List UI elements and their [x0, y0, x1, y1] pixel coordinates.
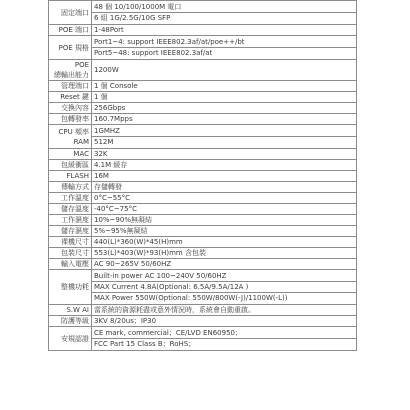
spec-label: [49, 149, 92, 160]
spec-value: [92, 103, 357, 114]
spec-value: [92, 226, 357, 237]
spec-label-line: POE 端口: [58, 26, 89, 34]
spec-value-line: 1GMHZ: [94, 127, 120, 135]
spec-value: [92, 259, 357, 270]
spec-label-line: 工作溫度: [61, 194, 89, 202]
spec-label-line: MAC: [73, 150, 89, 158]
spec-row: [49, 149, 357, 160]
spec-table-body: [49, 1, 357, 351]
spec-row: [49, 327, 357, 351]
spec-row: [49, 114, 357, 125]
spec-label-line: 總輸出能力: [54, 71, 89, 79]
spec-label-line: 安規認證: [61, 334, 89, 343]
spec-value: [92, 193, 357, 204]
spec-label: [49, 125, 92, 149]
spec-row: [49, 215, 357, 226]
spec-value-line: AC 90~265V 50/60HZ: [94, 260, 172, 268]
spec-label-line: 儲存溫度: [61, 205, 89, 213]
spec-value: [92, 160, 357, 171]
spec-value: [92, 305, 357, 316]
spec-label: [49, 204, 92, 215]
spec-value-line: 3KV 8/20us；IP30: [94, 317, 157, 325]
spec-value: [92, 25, 357, 36]
spec-value-line: 512M: [92, 136, 356, 147]
spec-label-line: Reset 鍵: [60, 93, 89, 101]
spec-label: [49, 171, 92, 182]
spec-value-line: CE mark, commercial；CE/LVD EN60950；: [94, 329, 242, 337]
spec-value: [92, 114, 357, 125]
spec-label-line: 交換內容: [61, 104, 89, 112]
spec-value-line: Port1~4: support IEEE802.3af/at/poe++/bt: [94, 38, 245, 46]
spec-value-line: Port5~48: support IEEE802.3af/at: [92, 47, 356, 58]
spec-row: [49, 248, 357, 259]
spec-value-line: 1 個 Console: [94, 82, 138, 90]
spec-label: [49, 25, 92, 36]
spec-label-line: 管理端口: [61, 82, 89, 90]
spec-label: [49, 305, 92, 316]
spec-label: [49, 160, 92, 171]
spec-label-line: 裸機尺寸: [61, 238, 89, 246]
spec-value: [92, 215, 357, 226]
spec-row: [49, 226, 357, 237]
spec-value: [92, 92, 357, 103]
spec-label-line: FLASH: [66, 172, 89, 180]
spec-value: [92, 81, 357, 92]
spec-value-line: FCC Part 15 Class B；RoHS；: [92, 338, 356, 349]
spec-value: [92, 182, 357, 193]
spec-label: [49, 226, 92, 237]
spec-label: [49, 81, 92, 92]
spec-label: [49, 248, 92, 259]
spec-label: [49, 237, 92, 248]
spec-row: [49, 270, 357, 305]
spec-value-line: 0°C~55°C: [94, 194, 131, 202]
spec-label: [49, 215, 92, 226]
spec-row: [49, 92, 357, 103]
spec-table: [48, 0, 357, 351]
spec-label-line: 工作濕度: [61, 216, 89, 224]
spec-row: [49, 25, 357, 36]
spec-row: [49, 160, 357, 171]
spec-label-line: 固定端口: [61, 8, 89, 17]
spec-value-line: 4.1M 緩存: [94, 161, 128, 169]
spec-label-line: 傳輸方式: [61, 183, 89, 191]
spec-value-line: -40°C~75°C: [94, 205, 137, 213]
spec-value-line: 6 組 1G/2.5G/10G SFP: [92, 12, 356, 23]
spec-value-line: 16M: [94, 172, 109, 180]
spec-row: [49, 237, 357, 248]
spec-value-line: Built-in power AC 100~240V 50/60HZ: [94, 272, 227, 280]
spec-label: [49, 316, 92, 327]
spec-label-line: 包裝尺寸: [61, 249, 89, 257]
spec-value-line: 48 個 10/100/1000M 電口: [94, 3, 182, 11]
spec-value: [92, 270, 357, 305]
spec-row: [49, 171, 357, 182]
spec-value-line: 當系統的資源耗盡或意外情況時，系統會自動重啟。: [94, 306, 255, 314]
spec-value: [92, 237, 357, 248]
spec-value-line: MAX Power 550W(Optional: 550W/800W(-J)/1100W(-L)): [92, 292, 356, 303]
spec-value-line: MAX Current 4.8A(Optional: 6.5A/9.5A/12A ): [92, 281, 356, 292]
spec-label-line: RAM: [73, 137, 89, 146]
spec-label: [49, 60, 92, 81]
spec-label-line: 包轉發率: [61, 115, 89, 123]
spec-value-line: 1 個: [94, 93, 108, 101]
spec-value: [92, 149, 357, 160]
spec-label-line: 防護等級: [61, 317, 89, 325]
spec-value: [92, 204, 357, 215]
spec-row: [49, 103, 357, 114]
spec-label: [49, 270, 92, 305]
spec-value-line: 存儲轉發: [94, 183, 122, 191]
spec-value: [92, 125, 357, 149]
spec-label: [49, 327, 92, 351]
spec-value: [92, 248, 357, 259]
spec-row: [49, 36, 357, 60]
spec-value: [92, 327, 357, 351]
spec-value: [92, 316, 357, 327]
spec-label: [49, 114, 92, 125]
spec-value-line: 160.7Mpps: [94, 115, 133, 123]
spec-row: [49, 125, 357, 149]
spec-row: [49, 60, 357, 81]
spec-label-line: CPU 頻率: [58, 127, 89, 136]
spec-label-line: 儲存濕度: [61, 227, 89, 235]
spec-label: [49, 193, 92, 204]
spec-label-line: S.W AI: [66, 306, 89, 314]
spec-label: [49, 92, 92, 103]
spec-row: [49, 193, 357, 204]
spec-label: [49, 36, 92, 60]
spec-value-line: 32K: [94, 150, 108, 158]
spec-value-line: 1-48Port: [94, 26, 124, 34]
spec-label-line: POE: [74, 61, 89, 69]
spec-value-line: 553(L)*403(W)*93(H)mm 含包裝: [94, 249, 206, 257]
spec-label: [49, 259, 92, 270]
spec-label: [49, 1, 92, 25]
spec-value: [92, 1, 357, 25]
spec-row: [49, 204, 357, 215]
spec-value-line: 5%~95%無凝結: [94, 227, 148, 235]
spec-value-line: 256Gbps: [94, 104, 126, 112]
spec-label-line: 包緩衝區: [61, 161, 89, 169]
spec-label: [49, 182, 92, 193]
spec-row: [49, 1, 357, 25]
spec-row: [49, 316, 357, 327]
spec-row: [49, 182, 357, 193]
spec-label-line: POE 規格: [58, 43, 89, 52]
spec-value: [92, 171, 357, 182]
spec-label: [49, 103, 92, 114]
spec-value: [92, 60, 357, 81]
spec-value-line: 440(L)*360(W)*45(H)mm: [94, 238, 183, 246]
spec-value: [92, 36, 357, 60]
spec-row: [49, 305, 357, 316]
spec-value-line: 1200W: [94, 66, 119, 74]
spec-row: [49, 259, 357, 270]
spec-label-line: 輸入電壓: [61, 260, 89, 268]
spec-label-line: 整機功耗: [61, 283, 89, 291]
spec-row: [49, 81, 357, 92]
spec-value-line: 10%~90%無凝結: [94, 216, 152, 224]
